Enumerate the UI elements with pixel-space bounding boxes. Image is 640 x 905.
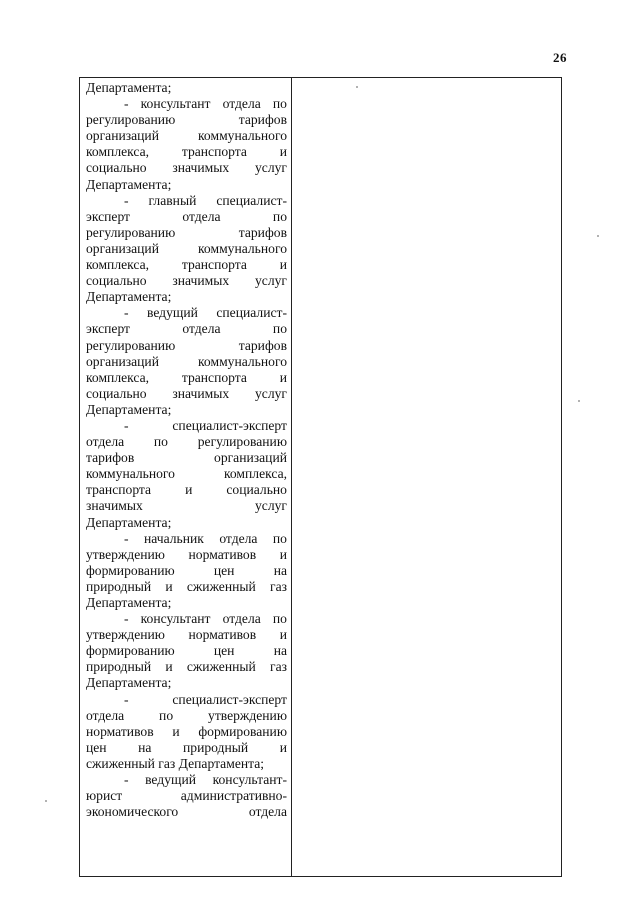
word: ведущий <box>146 305 198 321</box>
scan-speck <box>597 235 599 237</box>
word: природный <box>86 578 152 594</box>
word: отдела <box>182 321 221 337</box>
word: коммунального <box>198 240 287 256</box>
word: главный <box>148 192 197 208</box>
word: природный <box>86 659 152 675</box>
text-line: Департамента; <box>86 675 172 691</box>
word: нормативов <box>188 546 257 562</box>
word: и <box>165 659 173 675</box>
word: тарифов <box>238 112 287 128</box>
text-line: Департамента; <box>86 176 172 192</box>
text-line <box>86 370 287 386</box>
text-line <box>86 643 287 659</box>
word: комплекса, <box>86 257 150 273</box>
text-line <box>86 112 287 128</box>
word: значимых <box>172 273 230 289</box>
word: услуг <box>255 498 287 514</box>
word: административно- <box>180 788 287 804</box>
text-line <box>86 160 287 176</box>
document-table <box>79 77 562 877</box>
word: специалист-эксперт <box>172 691 287 707</box>
word: тарифов <box>86 450 135 466</box>
text-line <box>86 482 287 498</box>
text-line <box>86 193 287 209</box>
word: услуг <box>255 273 287 289</box>
word: коммунального <box>198 128 287 144</box>
word: - <box>124 96 129 112</box>
word: услуг <box>255 160 287 176</box>
text-line <box>86 466 287 482</box>
text-line <box>86 531 287 547</box>
word: организаций <box>214 450 287 466</box>
word: на <box>138 739 152 755</box>
word: регулированию <box>197 434 287 450</box>
word: юрист <box>86 788 123 804</box>
word: цен <box>213 643 235 659</box>
word: комплекса, <box>86 369 150 385</box>
word: и <box>172 723 180 739</box>
text-line <box>86 434 287 450</box>
text-line <box>86 708 287 724</box>
scan-speck <box>45 800 47 802</box>
word: и <box>279 739 287 755</box>
word: газ <box>270 578 287 594</box>
text-line <box>86 547 287 563</box>
word: транспорта <box>181 369 247 385</box>
word: эксперт <box>86 321 131 337</box>
word: сжиженный <box>186 578 256 594</box>
word: и <box>185 482 193 498</box>
text-line: Департамента; <box>86 289 172 305</box>
word: ведущий <box>145 772 197 788</box>
word: по <box>153 434 168 450</box>
text-line: Департамента; <box>86 595 172 610</box>
text-line: Департамента; <box>86 80 172 95</box>
word: транспорта <box>181 144 247 160</box>
word: газ <box>270 659 287 675</box>
text-line <box>86 225 287 241</box>
word: - <box>124 417 129 433</box>
text-line <box>86 386 287 402</box>
text-line <box>86 257 287 273</box>
word: и <box>279 546 287 562</box>
word: цен <box>86 739 107 755</box>
word: экономического <box>86 804 179 820</box>
word: - <box>124 611 129 627</box>
word: транспорта <box>86 482 152 498</box>
text-line <box>86 338 287 354</box>
text-line <box>86 273 287 289</box>
word: коммунального <box>198 353 287 369</box>
text-line: Департамента; <box>86 514 172 530</box>
text-line <box>86 305 287 321</box>
word: значимых <box>86 498 143 514</box>
text-line <box>86 209 287 225</box>
word: и <box>279 627 287 643</box>
word: по <box>272 208 287 224</box>
word: утверждению <box>86 627 165 643</box>
text-line <box>86 788 287 804</box>
text-line <box>86 740 287 756</box>
text-line <box>86 418 287 434</box>
text-line: сжиженный газ Департамента; <box>86 755 265 771</box>
word: специалист- <box>216 192 287 208</box>
page-number: 26 <box>553 50 567 65</box>
word: нормативов <box>188 627 257 643</box>
word: отдела <box>86 707 125 723</box>
text-line <box>86 96 287 112</box>
word: социально <box>86 160 147 176</box>
word: регулированию <box>86 224 176 240</box>
word: и <box>279 369 287 385</box>
word: - <box>124 305 129 321</box>
word: услуг <box>255 385 287 401</box>
word: сжиженный <box>186 659 256 675</box>
word: отдела <box>248 804 287 820</box>
text-line <box>86 241 287 257</box>
text-line <box>86 627 287 643</box>
word: отдела <box>182 208 221 224</box>
word: по <box>159 707 174 723</box>
word: тарифов <box>238 337 287 353</box>
word: социально <box>86 273 147 289</box>
word: - <box>124 691 129 707</box>
word: - <box>124 772 129 788</box>
word: комплекса, <box>86 144 150 160</box>
word: начальник <box>143 530 204 546</box>
word: специалист-эксперт <box>172 417 287 433</box>
word: организаций <box>86 128 159 144</box>
word: тарифов <box>238 224 287 240</box>
text-line <box>86 450 287 466</box>
word: по <box>272 530 287 546</box>
word: формированию <box>86 562 175 578</box>
word: консультант <box>140 96 211 112</box>
text-line: Департамента; <box>86 401 172 417</box>
word: значимых <box>172 385 230 401</box>
word: организаций <box>86 240 159 256</box>
text-line <box>86 498 287 514</box>
word: регулированию <box>86 337 176 353</box>
word: социально <box>226 482 287 498</box>
text-line <box>86 579 287 595</box>
word: нормативов <box>86 723 154 739</box>
word: отдела <box>219 530 258 546</box>
word: транспорта <box>181 257 247 273</box>
word: и <box>279 144 287 160</box>
text-line <box>86 321 287 337</box>
left-column-cell <box>80 78 292 876</box>
scan-speck <box>578 400 580 402</box>
word: формированию <box>198 723 287 739</box>
word: утверждению <box>86 546 165 562</box>
text-line <box>86 128 287 144</box>
text-line <box>86 804 287 820</box>
text-line <box>86 724 287 740</box>
word: эксперт <box>86 208 131 224</box>
word: цен <box>213 562 235 578</box>
word: - <box>124 530 129 546</box>
text-line <box>86 659 287 675</box>
word: специалист- <box>216 305 287 321</box>
word: формированию <box>86 643 175 659</box>
word: консультант- <box>212 772 287 788</box>
word: значимых <box>172 160 230 176</box>
text-line <box>86 144 287 160</box>
text-line <box>86 354 287 370</box>
word: коммунального <box>86 466 175 482</box>
word: социально <box>86 385 147 401</box>
right-column-cell <box>292 78 561 876</box>
word: по <box>272 96 287 112</box>
word: - <box>124 192 129 208</box>
word: отдела <box>86 434 125 450</box>
word: на <box>273 643 287 659</box>
word: утверждению <box>208 707 287 723</box>
word: комплекса, <box>223 466 287 482</box>
word: по <box>272 321 287 337</box>
word: и <box>165 578 173 594</box>
word: на <box>273 562 287 578</box>
word: регулированию <box>86 112 176 128</box>
word: отдела <box>222 96 261 112</box>
word: отдела <box>222 611 261 627</box>
text-line <box>86 611 287 627</box>
scan-speck <box>356 86 358 88</box>
word: по <box>272 611 287 627</box>
word: консультант <box>140 611 211 627</box>
word: и <box>279 257 287 273</box>
word: природный <box>183 739 249 755</box>
text-line <box>86 772 287 788</box>
text-line <box>86 692 287 708</box>
word: организаций <box>86 353 159 369</box>
text-line <box>86 563 287 579</box>
